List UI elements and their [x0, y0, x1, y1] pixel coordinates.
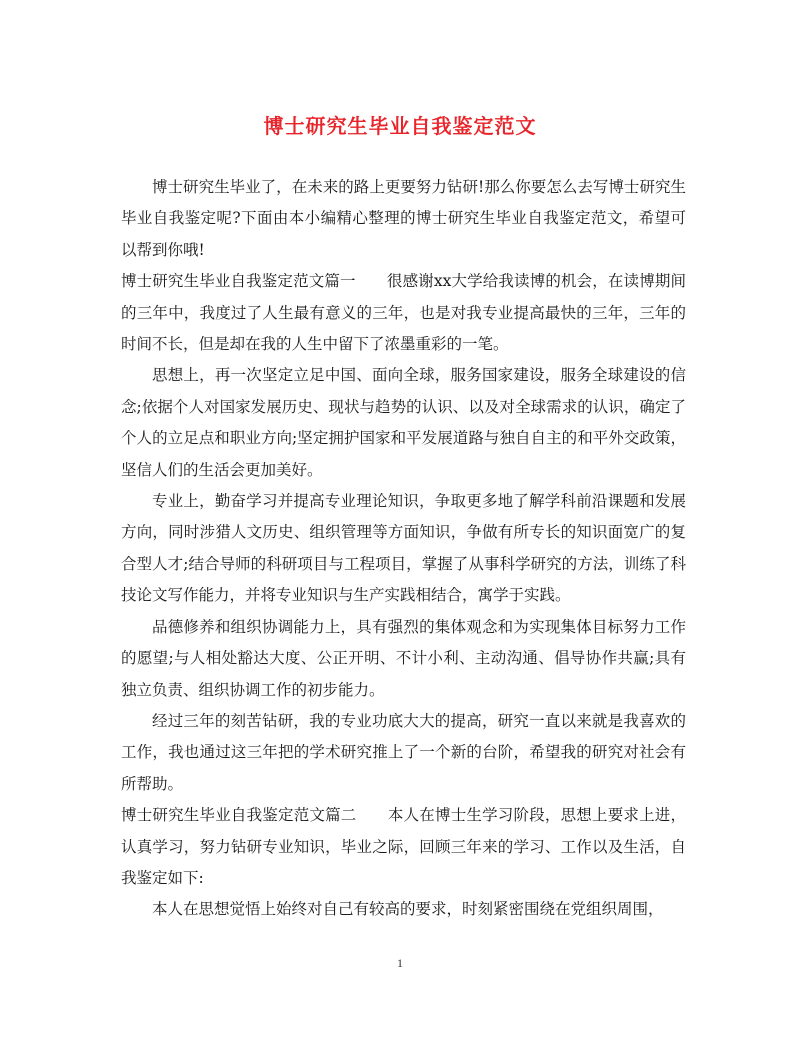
section-two-body-paragraph: 本人在思想觉悟上始终对自己有较高的要求，时刻紧密围绕在党组织周围，	[152, 900, 664, 919]
thought-paragraph: 思想上，再一次坚定立足中国、面向全球，服务国家建设，服务全球建设的信念;依据个人对国家发展历史、现状与趋势的认识、以及对全球需求的认识，确定了个人的立足点和职业方向;坚定拥护国家和平发展道路与独自自主的和平外交政策，坚信人们的生活会更加美好。	[121, 366, 686, 479]
document-title: 博士研究生毕业自我鉴定范文	[263, 114, 537, 138]
section-one-heading-paragraph: 博士研究生毕业自我鉴定范文篇一 很感谢xx大学给我读博的机会，在读博期间的三年中，我度过了人生最有意义的三年，也是对我专业提高最快的三年，三年的时间不长，但是却在我的人生中留下了浓墨重彩的一笔。	[121, 272, 686, 354]
intro-paragraph: 博士研究生毕业了，在未来的路上更要努力钻研!那么你要怎么去写博士研究生毕业自我鉴定呢?下面由本小编精心整理的博士研究生毕业自我鉴定范文，希望可以帮到你哦!	[121, 178, 686, 259]
profession-paragraph: 专业上，勤奋学习并提高专业理论知识，争取更多地了解学科前沿课题和发展方向，同时涉猎人文历史、组织管理等方面知识，争做有所专长的知识面宽广的复合型人才;结合导师的科研项目与工程项目，掌握了从事科学研究的方法，训练了科技论文写作能力，并将专业知识与生产实践相结合，寓学于实践。	[121, 492, 686, 605]
page-number: 1	[397, 956, 403, 970]
character-paragraph: 品德修养和组织协调能力上，具有强烈的集体观念和为实现集体目标努力工作的愿望;与人相处豁达大度、公正开明、不计小利、主动沟通、倡导协作共赢;具有独立负责、组织协调工作的初步能力。	[121, 617, 686, 699]
summary-paragraph: 经过三年的刻苦钻研，我的专业功底大大的提高，研究一直以来就是我喜欢的工作，我也通过这三年把的学术研究推上了一个新的台阶，希望我的研究对社会有所帮助。	[121, 711, 686, 793]
document-body	[121, 172, 686, 926]
section-two-heading-paragraph: 博士研究生毕业自我鉴定范文篇二 本人在博士生学习阶段，思想上要求上进，认真学习，努力钻研专业知识，毕业之际，回顾三年来的学习、工作以及生活，自我鉴定如下:	[121, 806, 686, 887]
